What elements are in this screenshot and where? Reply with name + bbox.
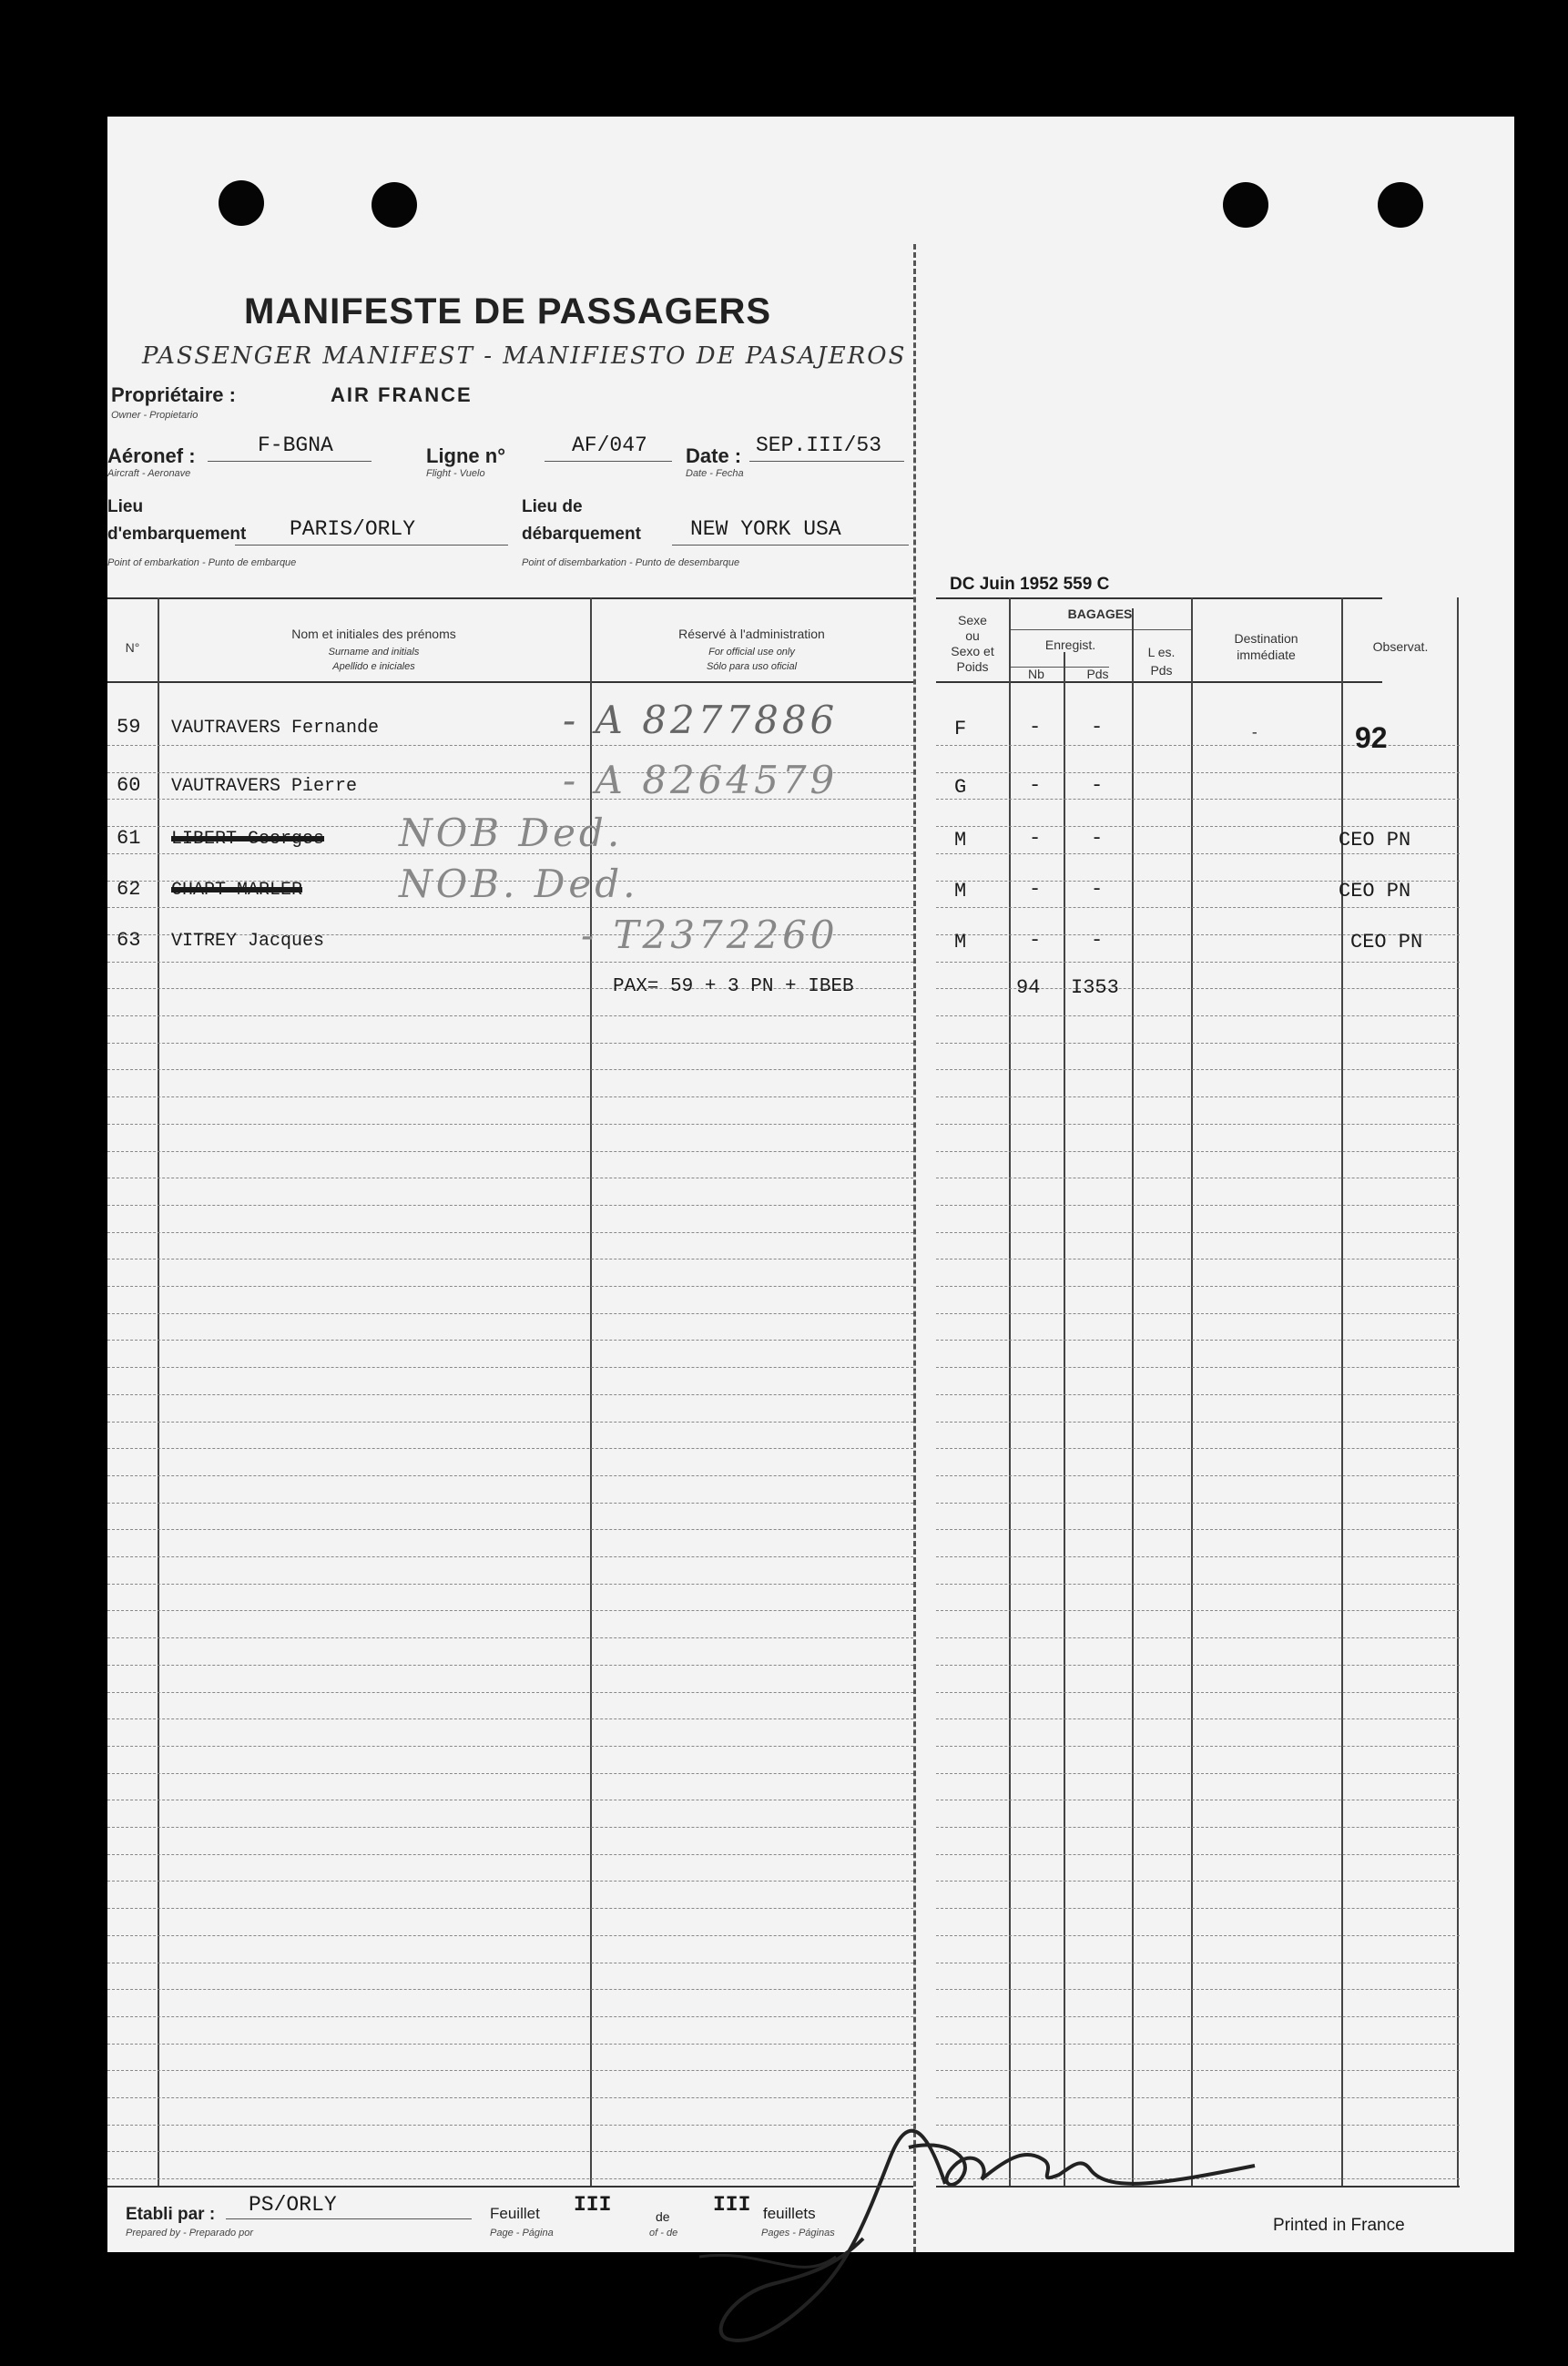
prepared-label: Etabli par : xyxy=(126,2205,216,2224)
ruled-line xyxy=(936,1637,1460,1639)
ruled-line xyxy=(107,1178,913,1179)
ruled-line xyxy=(107,1448,913,1450)
embark-label-2: d'embarquement xyxy=(107,525,247,544)
header-sex-2: ou xyxy=(965,628,980,643)
ruled-line xyxy=(107,1475,913,1477)
header-sex-3: Sexo et xyxy=(951,644,994,658)
disembark-value: NEW YORK USA xyxy=(690,517,841,541)
row-admin: NOB Ded. xyxy=(399,811,624,855)
disembark-label-1: Lieu de xyxy=(522,497,583,516)
ruled-line xyxy=(936,1503,1460,1504)
ruled-line xyxy=(107,1773,913,1775)
ruled-line xyxy=(936,1963,1460,1964)
row-sex: G xyxy=(954,776,967,799)
disembark-label-2: débarquement xyxy=(522,525,641,544)
header-enregist: Enregist. xyxy=(1044,637,1096,652)
ruled-line xyxy=(936,1043,1460,1045)
row-nb: - xyxy=(1029,716,1042,739)
row-obs: CEO PN xyxy=(1339,829,1411,852)
form-code: DC Juin 1952 559 C xyxy=(950,575,1110,594)
ruled-line xyxy=(107,1908,913,1910)
ruled-line xyxy=(936,1178,1460,1179)
ruled-line xyxy=(107,1503,913,1504)
row-pds: - xyxy=(1091,716,1104,739)
header-destination-2: immédiate xyxy=(1237,648,1296,662)
row-no: 63 xyxy=(117,929,141,952)
row-admin: - A 8277886 xyxy=(563,698,839,742)
prepared-value: PS/ORLY xyxy=(249,2193,337,2217)
ruled-line xyxy=(936,1881,1460,1882)
embark-label-1: Lieu xyxy=(107,497,144,516)
header-name-sub2: Apellido e iniciales xyxy=(332,661,415,672)
owner-label: Propriétaire : xyxy=(111,383,236,406)
printed-in-france: Printed in France xyxy=(1273,2216,1405,2235)
ruled-line xyxy=(107,1069,913,1071)
form-subtitle: PASSENGER MANIFEST - MANIFIESTO DE PASAJEROS xyxy=(142,342,907,370)
ruled-line xyxy=(107,962,913,964)
ruled-line xyxy=(936,2044,1460,2045)
flight-sublabel: Flight - Vuelo xyxy=(426,468,485,479)
row-nb: - xyxy=(1029,774,1042,797)
ruled-line xyxy=(936,1286,1460,1288)
ruled-line xyxy=(936,826,1460,828)
row-sex: M xyxy=(954,931,967,954)
ruled-line xyxy=(936,1746,1460,1748)
header-admin-sub2: Sólo para uso oficial xyxy=(706,661,798,672)
date-sublabel: Date - Fecha xyxy=(686,468,744,479)
ruled-line xyxy=(107,1800,913,1801)
ruled-line xyxy=(936,1665,1460,1667)
ruled-line xyxy=(107,1989,913,1991)
ruled-line xyxy=(936,1096,1460,1098)
row-name: VITREY Jacques xyxy=(171,931,325,952)
ruled-line xyxy=(936,1205,1460,1207)
ruled-line xyxy=(936,1259,1460,1260)
header-nb: Nb xyxy=(1028,667,1044,681)
ruled-line xyxy=(107,1205,913,1207)
ruled-line xyxy=(936,1015,1460,1017)
ruled-line xyxy=(936,1854,1460,1856)
row-name: VAUTRAVERS Fernande xyxy=(171,718,380,739)
sheet-value: III xyxy=(574,2193,612,2217)
ruled-line xyxy=(107,2016,913,2018)
disembark-sublabel: Point of disembarkation - Punto de desembarque xyxy=(522,557,740,568)
owner-sublabel: Owner - Propietario xyxy=(111,410,199,421)
row-sex: F xyxy=(954,718,967,740)
ruled-line xyxy=(107,1935,913,1937)
sheet-sublabel: Page - Página xyxy=(490,2228,554,2239)
row-nb: - xyxy=(1029,929,1042,952)
aircraft-sublabel: Aircraft - Aeronave xyxy=(107,468,191,479)
row-admin: - T2372260 xyxy=(581,913,839,957)
sheets-sublabel: Pages - Páginas xyxy=(761,2228,835,2239)
row-pds: - xyxy=(1091,827,1104,850)
embark-value: PARIS/ORLY xyxy=(290,517,416,541)
header-no: N° xyxy=(125,640,140,655)
perforation-line xyxy=(913,244,916,2252)
ruled-line xyxy=(936,1827,1460,1829)
ruled-line xyxy=(107,1692,913,1694)
owner-value: AIR FRANCE xyxy=(331,383,473,406)
ruled-line xyxy=(107,745,913,747)
punch-hole-2 xyxy=(372,182,417,228)
manifest-sheet xyxy=(107,117,1514,2252)
ruled-line xyxy=(936,799,1460,801)
row-admin: NOB. Ded. xyxy=(399,862,639,906)
totals-pds: I353 xyxy=(1071,976,1119,999)
ruled-line xyxy=(936,2070,1460,2072)
ruled-line xyxy=(107,1529,913,1531)
header-admin: Réservé à l'administration xyxy=(678,627,825,641)
punch-hole-1 xyxy=(219,180,264,226)
row-no: 59 xyxy=(117,716,141,739)
totals-admin: PAX= 59 + 3 PN + IBEB xyxy=(613,976,854,997)
header-sex-4: Poids xyxy=(956,659,989,674)
row-obs: CEO PN xyxy=(1350,931,1423,954)
row-admin: - A 8264579 xyxy=(563,758,839,802)
row-sex: M xyxy=(954,880,967,903)
flight-value: AF/047 xyxy=(572,433,647,457)
ruled-line xyxy=(936,2016,1460,2018)
prepared-sublabel: Prepared by - Preparado por xyxy=(126,2228,254,2239)
row-pds: - xyxy=(1091,929,1104,952)
ruled-line xyxy=(107,2070,913,2072)
ruled-line xyxy=(107,1963,913,1964)
signature xyxy=(654,2075,1291,2366)
ruled-line xyxy=(107,1584,913,1586)
ruled-line xyxy=(107,1259,913,1260)
ruled-line xyxy=(936,853,1460,855)
ruled-line xyxy=(107,1043,913,1045)
row-name: VAUTRAVERS Pierre xyxy=(171,776,358,797)
ruled-line xyxy=(936,1800,1460,1801)
embark-sublabel: Point of embarkation - Punto de embarque xyxy=(107,557,297,568)
ruled-line xyxy=(936,1124,1460,1126)
ruled-line xyxy=(107,907,913,909)
header-name: Nom et initiales des prénoms xyxy=(291,627,456,641)
row-no: 60 xyxy=(117,774,141,797)
ruled-line xyxy=(936,1448,1460,1450)
ruled-line xyxy=(107,1746,913,1748)
ruled-line xyxy=(936,1367,1460,1369)
ruled-line xyxy=(936,1394,1460,1396)
ruled-line xyxy=(936,1718,1460,1720)
of-value: III xyxy=(713,2193,751,2217)
ruled-line xyxy=(107,1232,913,1234)
form-title: MANIFESTE DE PASSAGERS xyxy=(244,291,772,331)
ruled-line xyxy=(936,1556,1460,1558)
header-bagages: BAGAGES xyxy=(1067,607,1133,621)
ruled-line xyxy=(107,1718,913,1720)
ruled-line xyxy=(936,1151,1460,1153)
row-no: 62 xyxy=(117,878,141,901)
totals-nb: 94 xyxy=(1016,976,1041,999)
ruled-line xyxy=(107,1367,913,1369)
flight-label: Ligne n° xyxy=(426,444,506,467)
ruled-line xyxy=(936,1692,1460,1694)
row-pds: - xyxy=(1091,878,1104,901)
ruled-line xyxy=(107,1096,913,1098)
punch-hole-4 xyxy=(1378,182,1423,228)
row-no: 61 xyxy=(117,827,141,850)
date-label: Date : xyxy=(686,444,742,467)
ruled-line xyxy=(107,1881,913,1882)
ruled-line xyxy=(936,1773,1460,1775)
ruled-line xyxy=(107,1286,913,1288)
row-nb: - xyxy=(1029,827,1042,850)
ruled-line xyxy=(107,2044,913,2045)
ruled-line xyxy=(107,1124,913,1126)
ruled-line xyxy=(936,988,1460,990)
ruled-line xyxy=(107,1394,913,1396)
header-les-2: Pds xyxy=(1150,663,1173,678)
ruled-line xyxy=(107,1665,913,1667)
ruled-line xyxy=(936,1313,1460,1315)
ruled-line xyxy=(107,1340,913,1341)
row-obs: CEO PN xyxy=(1339,880,1411,903)
of-label: de xyxy=(656,2209,670,2224)
row-obs: 92 xyxy=(1355,721,1388,754)
header-sex-1: Sexe xyxy=(958,613,987,627)
of-sublabel: of - de xyxy=(649,2228,678,2239)
row-name: LIBERT Georges xyxy=(171,829,325,850)
ruled-line xyxy=(936,1584,1460,1586)
ruled-line xyxy=(936,962,1460,964)
ruled-line xyxy=(936,1475,1460,1477)
ruled-line xyxy=(936,1232,1460,1234)
ruled-line xyxy=(107,1637,913,1639)
header-les-1: L es. xyxy=(1147,645,1176,659)
aircraft-value: F-BGNA xyxy=(258,433,333,457)
ruled-line xyxy=(936,1069,1460,1071)
header-observat: Observat. xyxy=(1372,639,1429,654)
row-pds: - xyxy=(1091,774,1104,797)
punch-hole-3 xyxy=(1223,182,1268,228)
ruled-line xyxy=(936,1422,1460,1423)
ruled-line xyxy=(936,772,1460,774)
row-dest: - xyxy=(1250,725,1259,741)
header-name-sub1: Surname and initials xyxy=(328,647,420,658)
aircraft-label: Aéronef : xyxy=(107,444,196,467)
ruled-line xyxy=(107,1854,913,1856)
sheet-label: Feuillet xyxy=(490,2205,540,2222)
ruled-line xyxy=(107,1015,913,1017)
header-pds: Pds xyxy=(1086,667,1109,681)
ruled-line xyxy=(936,1529,1460,1531)
ruled-line xyxy=(936,1340,1460,1341)
header-destination-1: Destination xyxy=(1234,631,1298,646)
row-name: CHAPT MARLER xyxy=(171,880,303,901)
ruled-line xyxy=(107,1556,913,1558)
row-sex: M xyxy=(954,829,967,852)
ruled-line xyxy=(107,1151,913,1153)
ruled-line xyxy=(936,907,1460,909)
ruled-line xyxy=(107,1313,913,1315)
sheets-label: feuillets xyxy=(763,2205,816,2222)
ruled-line xyxy=(107,1827,913,1829)
ruled-line xyxy=(936,1610,1460,1612)
ruled-line xyxy=(936,1989,1460,1991)
header-admin-sub1: For official use only xyxy=(708,647,795,658)
ruled-line xyxy=(936,1935,1460,1937)
row-nb: - xyxy=(1029,878,1042,901)
date-value: SEP.III/53 xyxy=(756,433,882,457)
ruled-line xyxy=(107,1610,913,1612)
ruled-line xyxy=(107,1422,913,1423)
ruled-line xyxy=(936,1908,1460,1910)
